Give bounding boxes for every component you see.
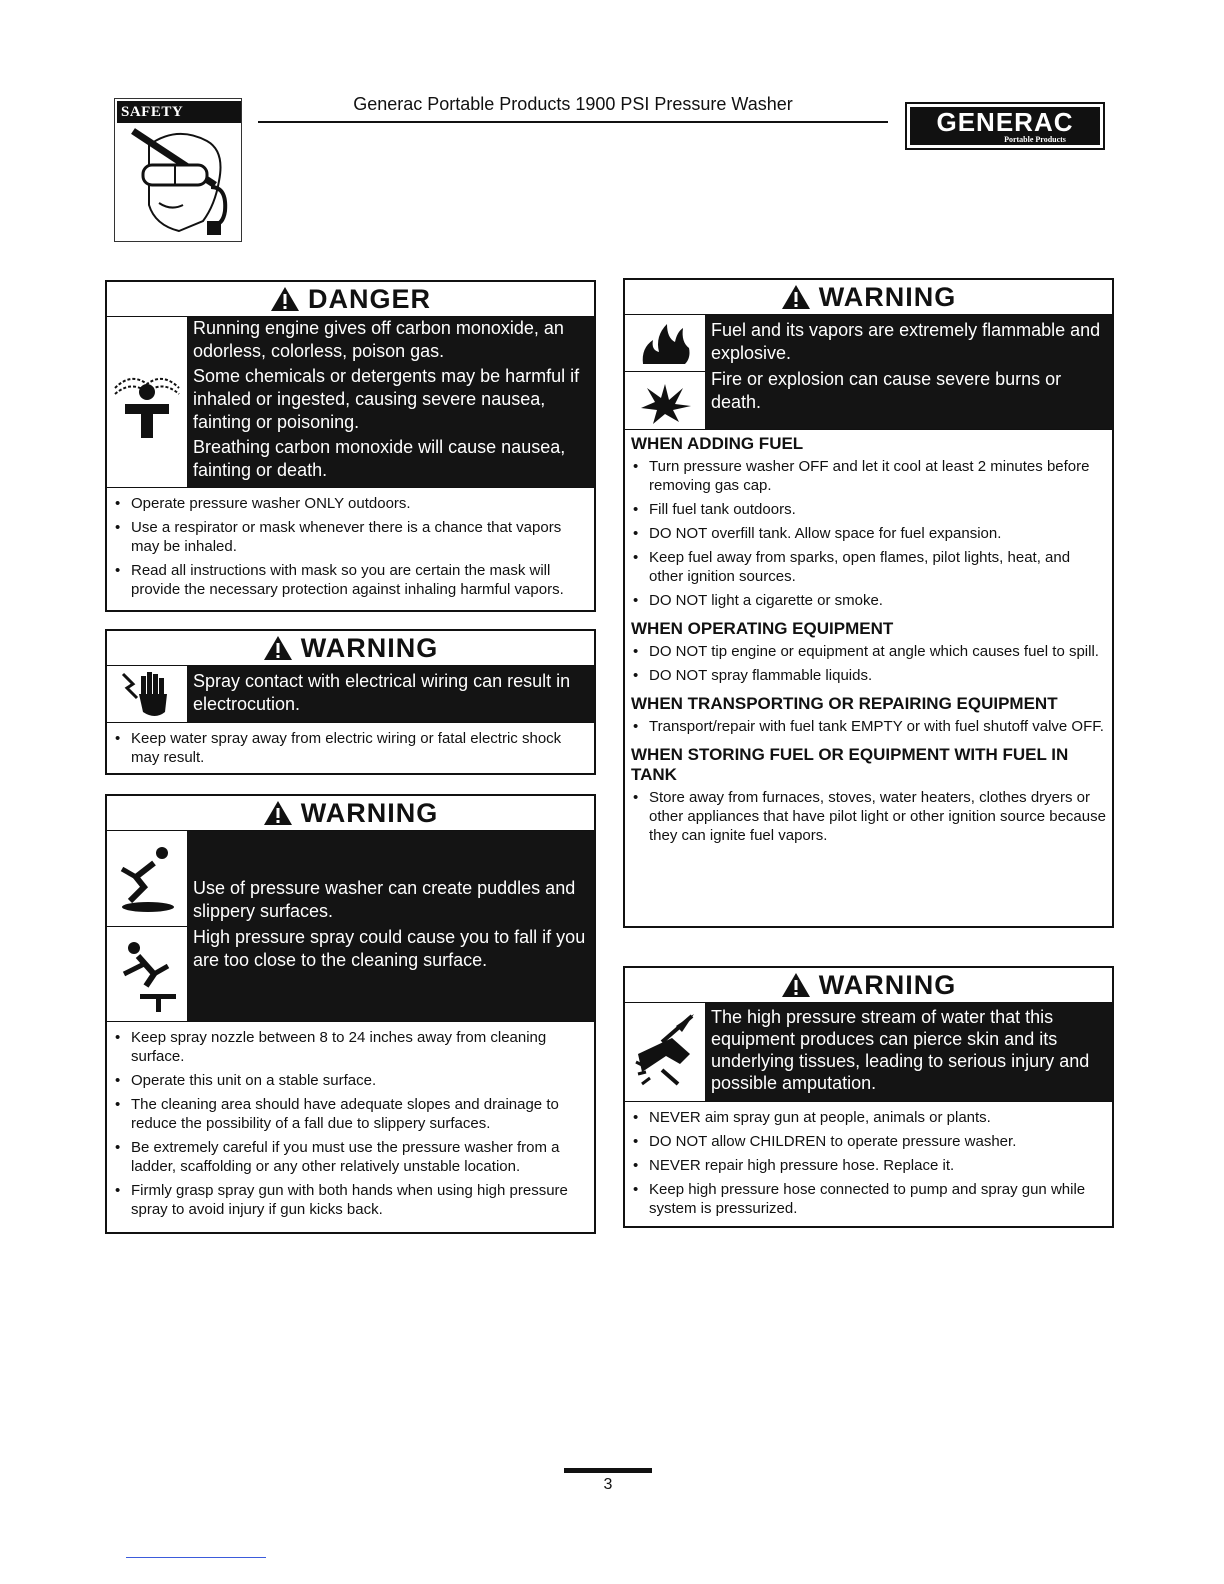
danger-bullet-list [107,488,594,608]
slip-hazard-block [107,830,594,1022]
page-number-bar [564,1468,652,1473]
hazard-line: Breathing carbon monoxide will cause nausea, fainting or death. [193,437,566,480]
safety-rules-badge [114,98,242,242]
hazard-line: Running engine gives off carbon monoxide, an odorless, colorless, poison gas. [193,318,564,361]
list-item: • NEVER repair high pressure hose. Replace it. [633,1156,1108,1175]
toxic-gas-person-icon [111,362,183,442]
safety-rules-label: SAFETY RULES [117,101,241,123]
list-item: • Turn pressure washer OFF and let it cool at least 2 minutes before removing gas cap. [633,457,1108,495]
logo-wordmark: GENERAC [936,107,1074,137]
safety-goggles-earmuffs-icon [119,125,237,237]
list-item: • Keep water spray away from electric wiring or fatal electric shock may result. [115,729,590,767]
injection-hazard-text [705,1003,1112,1101]
fuel-hazard-block [625,314,1112,430]
slip-bullet-list [107,1022,594,1228]
electric-warning-heading: WARNING [300,632,439,663]
list-item: • Transport/repair with fuel tank EMPTY or with fuel shutoff valve OFF. [633,717,1108,736]
fire-hazard-icon [637,318,693,368]
list-item: • Use a respirator or mask whenever there is a chance that vapors may be inhaled. [115,518,590,556]
logo-subtitle: Portable Products [1004,135,1066,144]
fuel-storing-list [625,785,1112,845]
high-pressure-injection-icon [632,1012,698,1092]
header-rule [258,121,888,123]
list-item: • DO NOT allow CHILDREN to operate pressure washer. [633,1132,1108,1151]
fuel-transporting-list [625,714,1112,736]
injection-bullet-list [625,1102,1112,1227]
electric-warning-header [107,631,594,665]
list-item: • DO NOT tip engine or equipment at angle which causes fuel to spill. [633,642,1108,661]
fuel-operating-list [625,639,1112,685]
danger-panel-header [107,282,594,316]
list-item: • Fill fuel tank outdoors. [633,500,1108,519]
slip-hazard-icon [114,843,180,915]
slip-warning-heading: WARNING [300,797,439,828]
list-item: • DO NOT light a cigarette or smoke. [633,591,1108,610]
list-item: • Operate this unit on a stable surface. [115,1071,590,1090]
footer-rule [126,1557,266,1558]
electric-shock-hand-icon [119,668,175,720]
injection-warning-header [625,968,1112,1002]
warning-triangle-icon [270,286,300,312]
hazard-line: Fuel and its vapors are extremely flammable and explosive. [711,320,1101,363]
injection-warning-panel [623,966,1114,1228]
explosion-hazard-icon [637,376,693,426]
danger-panel [105,280,596,612]
fuel-warning-panel [623,278,1114,928]
electric-warning-panel [105,629,596,775]
hazard-line: Some chemicals or detergents may be harmful if inhaled or ingested, causing severe nausea, fainting or poisoning. [193,366,580,432]
list-item: • Firmly grasp spray gun with both hands when using high pressure spray to avoid injury if gun kicks back. [115,1181,590,1219]
list-item: • Keep spray nozzle between 8 to 24 inches away from cleaning surface. [115,1028,590,1066]
injection-hazard-block [625,1002,1112,1102]
slip-warning-header [107,796,594,830]
section-heading: WHEN ADDING FUEL [631,434,804,453]
slip-hazard-text [187,831,594,1021]
fuel-adding-list [625,454,1112,610]
list-item: • DO NOT spray flammable liquids. [633,666,1108,685]
hazard-line: High pressure spray could cause you to fall if you are too close to the cleaning surface. [193,927,586,970]
warning-triangle-icon [781,972,811,998]
warning-triangle-icon [263,635,293,661]
warning-triangle-icon [263,800,293,826]
danger-heading: DANGER [307,283,431,314]
hazard-line: Use of pressure washer can create puddles and slippery surfaces. [193,878,576,921]
electric-bullet-list [107,723,594,776]
injection-warning-heading: WARNING [818,969,957,1000]
fuel-warning-heading: WARNING [818,281,957,312]
section-heading: WHEN OPERATING EQUIPMENT [631,619,894,638]
fall-hazard-icon [114,934,180,1014]
document-title: Generac Portable Products 1900 PSI Pressure Washer [353,94,793,114]
list-item: • NEVER aim spray gun at people, animals or plants. [633,1108,1108,1127]
list-item: • Keep high pressure hose connected to pump and spray gun while system is pressurized. [633,1180,1108,1218]
danger-hazard-text [187,317,594,487]
fuel-hazard-text [705,315,1112,429]
slip-warning-panel [105,794,596,1234]
section-heading: WHEN TRANSPORTING OR REPAIRING EQUIPMENT [631,694,1058,713]
list-item: • The cleaning area should have adequate slopes and drainage to reduce the possibility of a fall due to slippery surfaces. [115,1095,590,1133]
fuel-warning-header [625,280,1112,314]
page-number: 3 [603,1476,613,1493]
danger-hazard-block [107,316,594,488]
electric-hazard-text [187,666,594,722]
list-item: • Keep fuel away from sparks, open flames, pilot lights, heat, and other ignition sources. [633,548,1108,586]
list-item: • Operate pressure washer ONLY outdoors. [115,494,590,513]
section-heading: WHEN STORING FUEL OR EQUIPMENT WITH FUEL IN TANK [631,745,1069,784]
list-item: • Read all instructions with mask so you are certain the mask will provide the necessary protection against inhaling harmful vapors. [115,561,590,599]
hazard-line: Spray contact with electrical wiring can result in electrocution. [193,671,571,714]
list-item: • Be extremely careful if you must use the pressure washer from a ladder, scaffolding or any other relatively unstable location. [115,1138,590,1176]
list-item: • DO NOT overfill tank. Allow space for fuel expansion. [633,524,1108,543]
hazard-line: The high pressure stream of water that this equipment produces can pierce skin and its underlying tissues, leading to serious injury and possible amputation. [711,1007,1090,1093]
hazard-line: Fire or explosion can cause severe burns or death. [711,369,1062,412]
generac-logo [905,102,1105,150]
warning-triangle-icon [781,284,811,310]
electric-hazard-block [107,665,594,723]
list-item: • Store away from furnaces, stoves, water heaters, clothes dryers or other appliances that have pilot light or other ignition source because they can ignite fuel vapors. [633,788,1108,845]
